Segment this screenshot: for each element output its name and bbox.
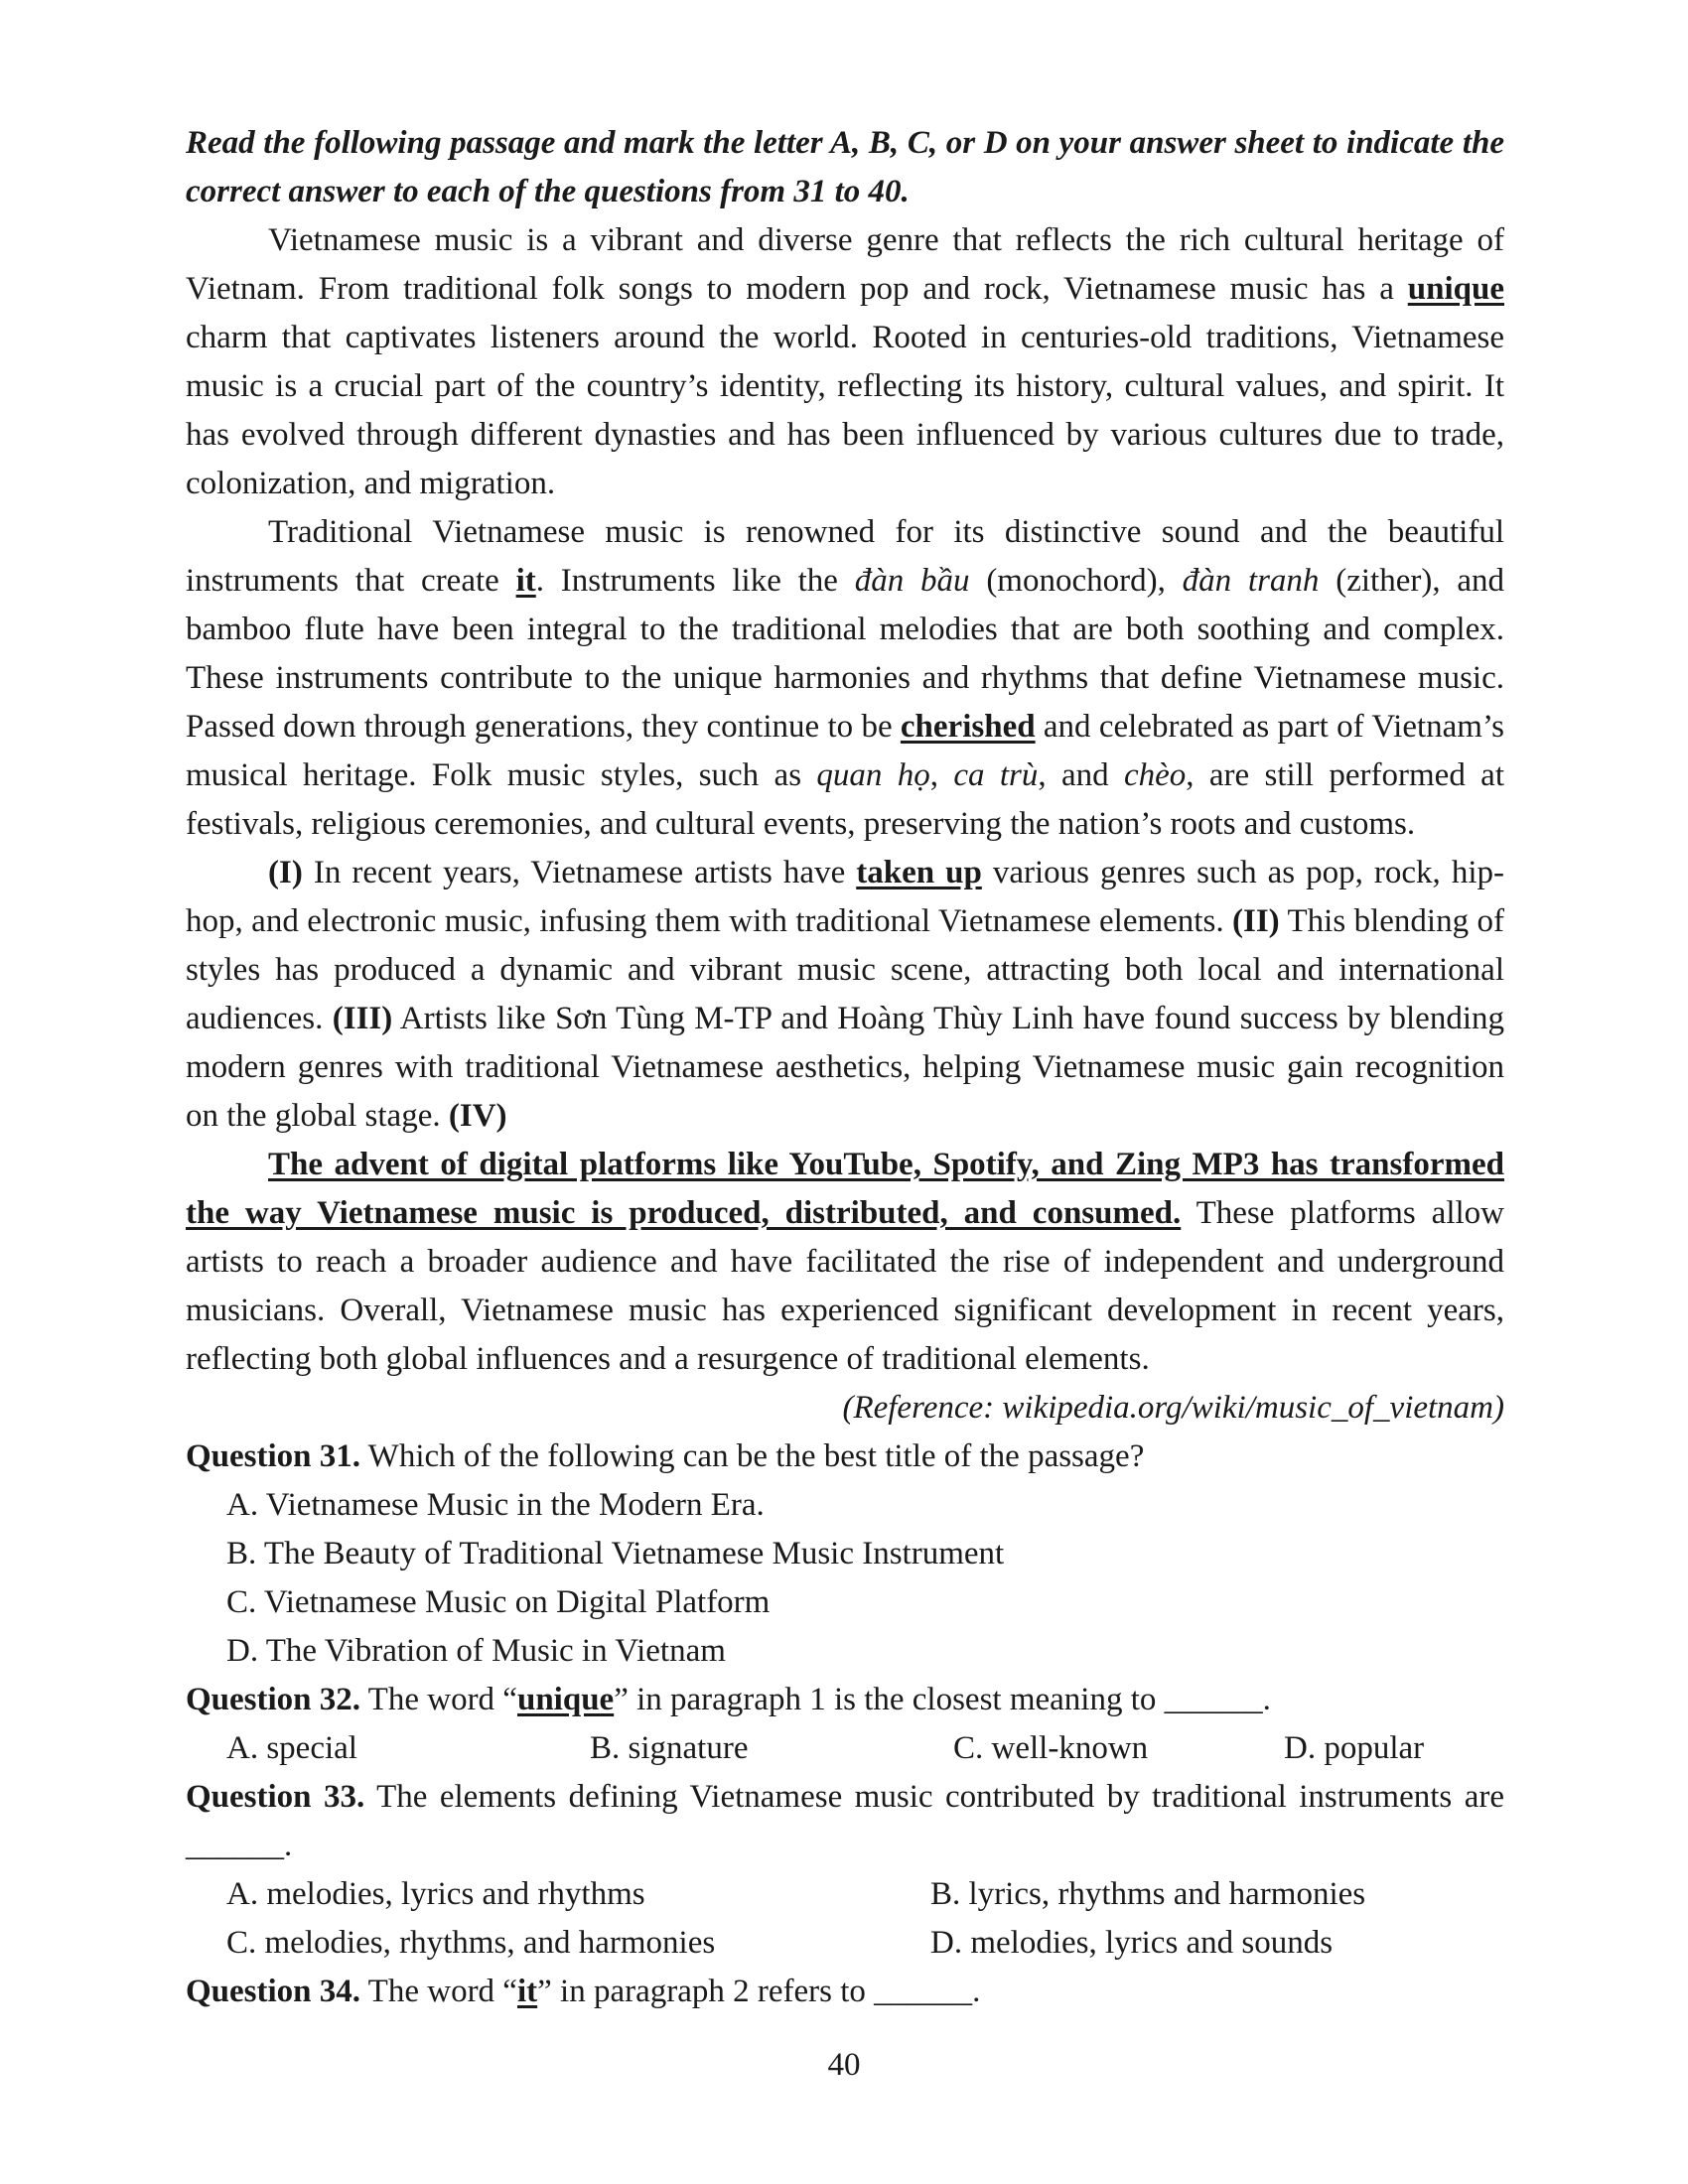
option-c[interactable]: C. melodies, rhythms, and harmonies — [226, 1925, 716, 1961]
question-text: The word “ — [360, 1682, 517, 1717]
option-d[interactable]: D. The Vibration of Music in Vietnam — [226, 1633, 726, 1669]
p2-text-h: , are still performed at festivals, religious ceremonies, and cultural events, preserving the nation’s roots and customs. — [186, 757, 1504, 842]
marker-IV: (IV) — [448, 1098, 507, 1134]
p2-text-g: , and — [1038, 757, 1124, 793]
option-a[interactable]: A. special — [226, 1730, 357, 1766]
p4-text-a: These platforms allow artists to reach a broader audience and have facilitated the rise of independent and underground musicians. Overall, Vietnamese music has experienced significant development in recent years, reflecting both global influences and a resurgence of traditional elements. — [186, 1195, 1504, 1377]
question-32 — [186, 1676, 1504, 1724]
question-34 — [186, 1968, 1504, 2016]
paragraph-3 — [186, 849, 1504, 1141]
keyword-unique: unique — [516, 1682, 615, 1717]
option-c[interactable]: C. well-known — [953, 1730, 1149, 1766]
marker-III: (III) — [332, 1001, 393, 1036]
keyword-unique: unique — [1407, 271, 1504, 307]
instruction: Read the following passage and mark the letter A, B, C, or D on your answer sheet to indicate the correct answer to each of the questions from 31 to 40. — [186, 125, 1504, 209]
p1-text-a: Vietnamese music is a vibrant and diverse genre that reflects the rich cultural heritage of Vietnam. From traditional folk songs to modern pop and rock, Vietnamese music has a — [186, 222, 1504, 307]
option-a[interactable]: A. melodies, lyrics and rhythms — [226, 1876, 645, 1912]
style-name: quan họ — [816, 757, 930, 793]
document-page — [186, 119, 1504, 2016]
p2-text-e: and celebrated as part of Vietnam’s musical heritage. Folk music styles, such as — [186, 709, 1504, 793]
marker-II: (II) — [1232, 903, 1280, 939]
question-text: The elements defining Vietnamese music contributed by traditional instruments are ______. — [186, 1779, 1504, 1863]
p1-text-b: charm that captivates listeners around the world. Rooted in centuries-old traditions, Vietnamese music is a crucial part of the country’s identity, reflecting its history, cultural values, and spirit. It has evolved through different dynasties and has been influenced by various cultures due to trade, colonization, and migration. — [186, 320, 1504, 501]
p3-text-b: various genres such as pop, rock, hip-hop, and electronic music, infusing them with traditional Vietnamese elements. — [186, 855, 1504, 939]
option-c[interactable]: C. Vietnamese Music on Digital Platform — [226, 1584, 771, 1620]
instrument-name: đàn bầu — [854, 563, 970, 599]
question-label: Question 31. — [186, 1438, 361, 1474]
p3-text-c: This blending of styles has produced a dynamic and vibrant music scene, attracting both local and international audiences. — [186, 903, 1504, 1036]
question-31 — [186, 1433, 1504, 1481]
keyword-it: it — [515, 563, 536, 599]
question-text: Which of the following can be the best title of the passage? — [360, 1438, 1145, 1474]
question-label: Question 32. — [186, 1682, 361, 1717]
paragraph-1 — [186, 216, 1504, 508]
style-name: chèo — [1123, 757, 1187, 793]
question-text: ” in paragraph 2 refers to ______. — [537, 1974, 981, 2009]
paragraph-2 — [186, 508, 1504, 849]
question-33 — [186, 1773, 1504, 1870]
keyword-cherished: cherished — [900, 709, 1036, 745]
p2-text-a: Traditional Vietnamese music is renowned for its distinctive sound and the beautiful instruments that create — [186, 514, 1504, 599]
question-label: Question 33. — [186, 1779, 365, 1815]
option-b[interactable]: B. lyrics, rhythms and harmonies — [930, 1876, 1366, 1912]
options-row — [186, 1870, 1504, 1919]
option-d[interactable]: D. popular — [1284, 1730, 1425, 1766]
p2-text-d: (zither), and bamboo flute have been integral to the traditional melodies that are both soothing and complex. These instruments contribute to the unique harmonies and rhythms that define Vietnamese music. Passed down through generations, they continue to be — [186, 563, 1504, 745]
marker-I: (I) — [268, 855, 303, 890]
option-b[interactable]: B. signature — [590, 1730, 749, 1766]
instrument-name: đàn tranh — [1182, 563, 1320, 599]
p3-text-d: Artists like Sơn Tùng M-TP and Hoàng Thùy Linh have found success by blending modern genres with traditional Vietnamese aesthetics, helping Vietnamese music gain recognition on the global stage. — [186, 1001, 1504, 1134]
paragraph-4 — [186, 1141, 1504, 1384]
keyword-it: it — [516, 1974, 538, 2009]
p2-text-b: . Instruments like the — [535, 563, 855, 599]
question-label: Question 34. — [186, 1974, 361, 2009]
p2-text-f: , — [929, 757, 954, 793]
keyword-taken-up: taken up — [856, 855, 982, 890]
reference: (Reference: wikipedia.org/wiki/music_of_vietnam) — [842, 1390, 1504, 1426]
style-name: ca trù — [953, 757, 1039, 793]
question-text: The word “ — [360, 1974, 517, 2009]
question-text: ” in paragraph 1 is the closest meaning to ______. — [614, 1682, 1271, 1717]
p3-text-a: In recent years, Vietnamese artists have — [302, 855, 857, 890]
option-a[interactable]: A. Vietnamese Music in the Modern Era. — [226, 1487, 765, 1523]
options-row — [186, 1919, 1504, 1968]
page-number: 40 — [827, 2047, 861, 2083]
p2-text-c: (monochord), — [969, 563, 1183, 599]
keyword-sentence: The advent of digital platforms like YouTube, Spotify, and Zing MP3 has transformed the way Vietnamese music is produced, distributed, and consumed. — [186, 1147, 1504, 1231]
options-row — [186, 1724, 1504, 1773]
option-b[interactable]: B. The Beauty of Traditional Vietnamese Music Instrument — [226, 1536, 1005, 1571]
option-d[interactable]: D. melodies, lyrics and sounds — [930, 1925, 1334, 1961]
